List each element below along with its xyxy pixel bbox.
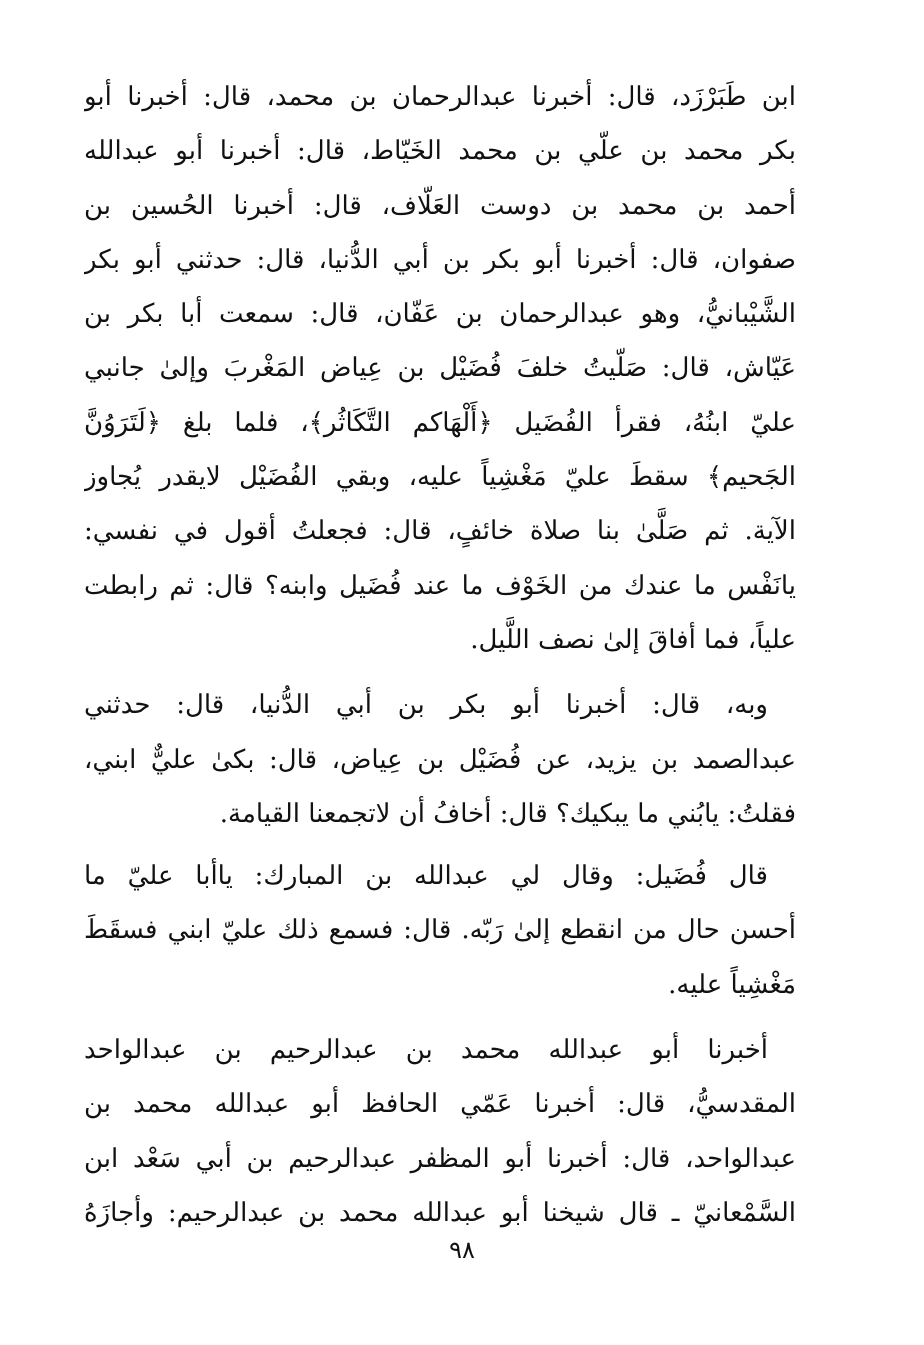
text-line: أحمد بن محمد بن دوست العَلّاف، قال: أخبرنا الحُسين بن xyxy=(84,190,796,221)
text-line: يانَفْس ما عندك من الخَوْف ما عند فُضَيل وابنه؟ قال: ثم رابطت xyxy=(84,570,796,601)
page-number: ٩٨ xyxy=(449,1236,475,1264)
paragraph-2 xyxy=(84,678,796,841)
text-line: عبدالصمد بن يزيد، عن فُضَيْل بن عِياض، قال: بكىٰ عليٌّ ابني، xyxy=(84,744,796,775)
text-line: ابن طَبَرْزَد، قال: أخبرنا عبدالرحمان بن محمد، قال: أخبرنا أبو xyxy=(84,82,796,112)
page-body xyxy=(84,70,796,1270)
text-line: علياً، فما أفاقَ إلىٰ نصف اللَّيل. xyxy=(470,624,796,655)
text-line: أحسن حال من انقطع إلىٰ رَبّه. قال: فسمع ذلك عليّ ابني فسقَطَ xyxy=(84,915,796,946)
paragraph-gap xyxy=(84,841,796,849)
text-line: عبدالواحد، قال: أخبرنا أبو المظفر عبدالرحيم بن أبي سَعْد ابن xyxy=(84,1143,796,1174)
text-line: بكر محمد بن علّي بن محمد الخَيّاط، قال: أخبرنا أبو عبدالله xyxy=(84,136,796,167)
text-line: السَّمْعانيّ ـ قال شيخنا أبو عبدالله محمد بن عبدالرحيم: وأجازَهُ xyxy=(84,1197,796,1228)
text-line: صفوان، قال: أخبرنا أبو بكر بن أبي الدُّنيا، قال: حدثني أبو بكر xyxy=(84,244,796,275)
text-line: الآية. ثم صَلَّىٰ بنا صلاة خائفٍ، قال: فجعلتُ أقول في نفسي: xyxy=(84,516,796,547)
text-line: المقدسيُّ، قال: أخبرنا عَمّي الحافظ أبو عبدالله محمد بن xyxy=(84,1089,796,1120)
paragraph-1 xyxy=(84,70,796,667)
paragraph-gap xyxy=(84,1012,796,1023)
text-line: الجَحيم﴾ سقطَ عليّ مَغْشِياً عليه، وبقي الفُضَيْل لايقدر يُجاوز xyxy=(84,462,796,493)
text-line: مَغْشِياً عليه. xyxy=(668,969,796,1000)
text-line: الشَّيْبانيُّ، وهو عبدالرحمان بن عَفّان، قال: سمعت أبا بكر بن xyxy=(84,299,796,330)
paragraph-gap xyxy=(84,667,796,678)
text-line: عليّ ابنُهُ، فقرأ الفُضَيل ﴿أَلْهَاكم التَّكَاثُر﴾، فلما بلغ ﴿لَتَرَوُنَّ xyxy=(84,407,796,438)
text-line: أخبرنا أبو عبدالله محمد بن عبدالرحيم بن عبدالواحد xyxy=(84,1035,768,1066)
text-line: عَيّاش، قال: صَلّيتُ خلفَ فُضَيْل بن عِياض المَغْربَ وإلىٰ جانبي xyxy=(84,353,796,384)
paragraph-3 xyxy=(84,849,796,1012)
text-line: قال فُضَيل: وقال لي عبدالله بن المبارك: ياأبا عليّ ما xyxy=(84,861,768,892)
text-line: فقلتُ: يابُني ما يبكيك؟ قال: أخافُ أن لاتجمعنا القيامة. xyxy=(219,798,796,829)
text-line: وبه، قال: أخبرنا أبو بكر بن أبي الدُّنيا، قال: حدثني xyxy=(84,690,768,721)
paragraph-4 xyxy=(84,1023,796,1240)
